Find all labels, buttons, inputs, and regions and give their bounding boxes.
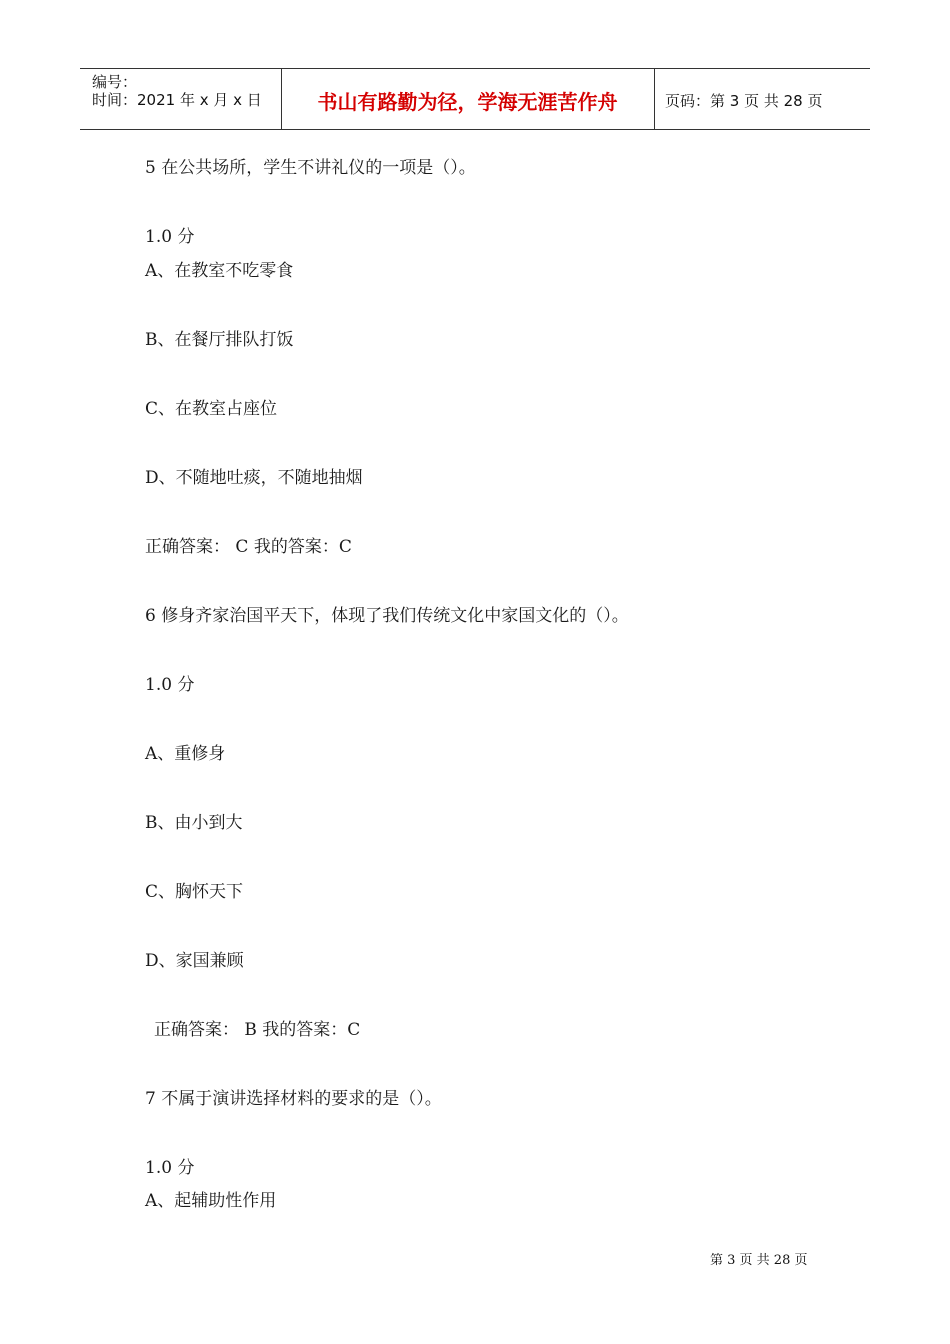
document-time-label: 时间：2021 年 x 月 x 日 [92,91,262,109]
option-c: C、胸怀天下 [145,882,244,902]
question-stem: 5 在公共场所，学生不讲礼仪的一项是（）。 [145,158,476,178]
question-stem: 6 修身齐家治国平天下，体现了我们传统文化中家国文化的（）。 [145,606,629,626]
header-info-cell [80,69,282,129]
document-number-label: 编号： [92,73,138,91]
page-header [80,68,870,130]
question-score: 1.0 分 [145,1158,195,1178]
header-motto-cell [281,69,655,129]
header-page-cell [655,69,870,129]
option-d: D、家国兼顾 [145,951,244,971]
option-b: B、由小到大 [145,813,243,833]
question-score: 1.0 分 [145,227,195,247]
option-a: A、在教室不吃零食 [145,261,294,281]
answer-line: 正确答案： B 我的答案：C [154,1020,361,1040]
header-page-number: 页码：第 3 页 共 28 页 [665,92,823,110]
option-d: D、不随地吐痰，不随地抽烟 [145,468,363,488]
option-a: A、起辅助性作用 [145,1191,277,1211]
question-stem: 7 不属于演讲选择材料的要求的是（）。 [145,1089,442,1109]
answer-line: 正确答案： C 我的答案：C [145,537,352,557]
option-b: B、在餐厅排队打饭 [145,330,294,350]
footer-page-number: 第 3 页 共 28 页 [710,1253,808,1268]
header-motto: 书山有路勤为径，学海无涯苦作舟 [317,90,618,114]
option-c: C、在教室占座位 [145,399,278,419]
option-a: A、重修身 [145,744,226,764]
question-score: 1.0 分 [145,675,195,695]
